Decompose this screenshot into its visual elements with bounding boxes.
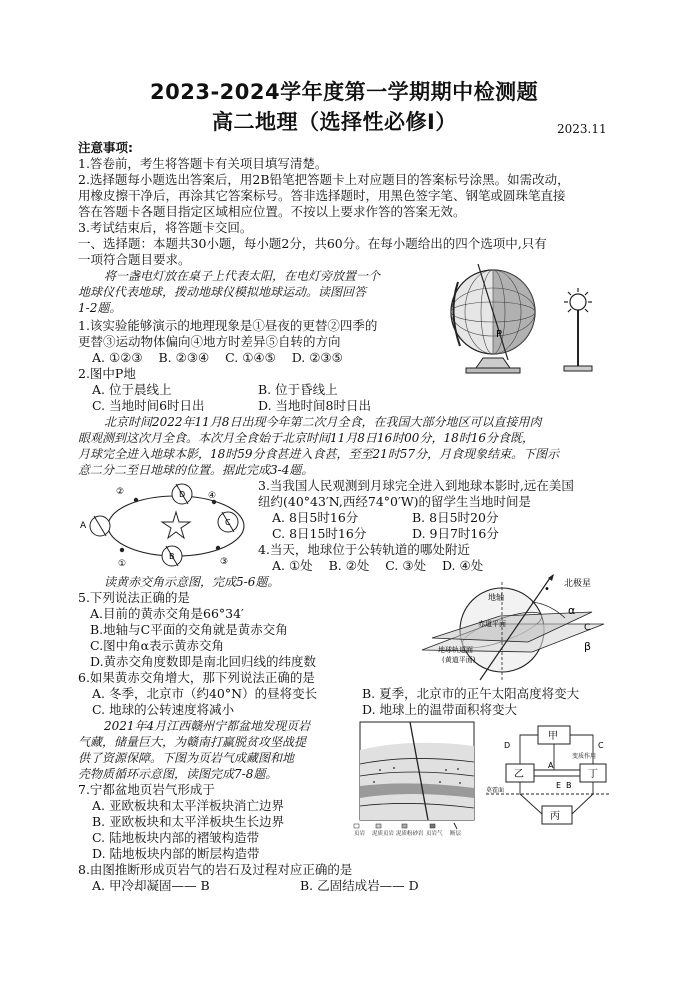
q2-option-c: C. 当地时间6时日出 — [92, 398, 205, 413]
q5-option-c: C.图中角α表示黄赤交角 — [90, 638, 225, 653]
rock-arrow-b: B — [566, 781, 572, 790]
q3-option-c: C. 8日15时16分 — [272, 526, 367, 541]
label-alpha: α — [568, 604, 576, 617]
intro78-line4: 壳物质循环示意图，读图完成7-8题。 — [78, 767, 278, 781]
q1-stem-line1: 1.该实验能够演示的地理现象是①昼夜的更替②四季的 — [78, 318, 378, 333]
rock-arrow-d: D — [504, 741, 511, 750]
notes-heading: 注意事项: — [78, 140, 133, 155]
rock-box-bing: 丙 — [550, 811, 560, 822]
intro78-line2: 气藏，储量巨大，为赣南打赢脱贫攻坚战提 — [78, 735, 307, 749]
q7-option-a: A. 亚欧板块和太平洋板块消亡边界 — [92, 798, 284, 813]
q3-option-b: B. 8日5时20分 — [412, 510, 499, 525]
q2-stem: 2.图中P地 — [78, 366, 136, 381]
q7-option-c: C. 陆地板块内部的褶皱构造带 — [92, 830, 260, 845]
orbit-label-1: ① — [118, 559, 127, 569]
rock-arrow-c: C — [598, 741, 604, 750]
page-subtitle: 高二地理（选择性必修Ⅰ） — [212, 110, 457, 134]
globe-lamp-figure — [438, 262, 608, 380]
rock-label-moho: 莫霍面 — [486, 787, 505, 794]
q3-option-a: A. 8日5时16分 — [272, 510, 359, 525]
intro34-line4: 意二分二至日地球的位置。据此完成3-4题。 — [78, 463, 314, 477]
q5-option-d: D.黄赤交角度数即是南北回归线的纬度数 — [90, 654, 317, 669]
legend-mud-shale: 泥质页岩 — [372, 831, 395, 837]
orbit-label-a: A — [80, 521, 87, 531]
label-equator-plane: 赤道平面 — [478, 620, 506, 628]
legend-fault: 断层 — [450, 831, 462, 837]
obliquity-figure — [420, 572, 606, 682]
q3-stem-line2: 纽约(40°43′N,西经74°0′W)的留学生当地时间是 — [258, 494, 532, 509]
rock-arrow-a: A — [548, 761, 554, 770]
orbit-label-c: C — [225, 518, 231, 527]
label-beta: β — [584, 640, 592, 653]
q6-stem: 6.如果黄赤交角增大，那下列说法正确的是 — [78, 670, 315, 685]
q4-stem: 4.当天，地球位于公转轨道的哪处附近 — [258, 542, 470, 557]
q6-option-d: D. 地球上的温带面积将变大 — [362, 702, 518, 717]
sun-icon — [162, 512, 190, 538]
q4-options: A. ①处 B. ②处 C. ③处 D. ④处 — [272, 558, 484, 573]
q1-stem-line2: 更替③运动物体偏向④地方时差异⑤自转的方向 — [78, 334, 341, 349]
section-instructions-2: 一项符合题目要求。 — [78, 252, 191, 267]
q3-stem-line1: 3.当我国人民观测到月球完全进入到地球本影时,远在美国 — [258, 478, 574, 493]
label-c: C — [584, 623, 591, 633]
note-2a: 2.选择题每小题选出答案后，用2B铅笔把答题卡上对应题目的答案标号涂黑。如需改动， — [78, 172, 570, 187]
rock-arrow-e: E — [556, 781, 562, 790]
section-instructions-1: 一、选择题：本题共30小题，每小题2分，共60分。在每小题给出的四个选项中,只有 — [78, 236, 547, 251]
note-2b: 用橡皮擦干净后，再涂其它答案标号。答非选择题时，用黑色签字笔、钢笔或圆珠笔直接 — [78, 188, 566, 203]
orbit-label-4: ④ — [208, 491, 217, 501]
shale-gas-figure — [350, 720, 480, 838]
q8-option-a: A. 甲冷却凝固—— B — [92, 878, 210, 893]
q3-option-d: D. 9日7时16分 — [412, 526, 499, 541]
label-north-star: 北极星 — [564, 579, 592, 589]
q6-option-c: C. 地球的公转速度将减小 — [92, 702, 235, 717]
intro78-line1: 2021年4月江西赣州宁都盆地发现页岩 — [104, 719, 311, 733]
intro34-line2: 眼观测到这次月全食。本次月全食始于北京时间11月8日16时00分，18时16分食既， — [78, 431, 534, 445]
label-orbit-plane-sub: (黄道平面) — [442, 656, 476, 664]
intro34-line1: 北京时间2022年11月8日出现今年第二次月全食，在我国大部分地区可以直接用肉 — [104, 415, 542, 429]
label-orbit-plane: 地球轨道面 — [438, 646, 473, 654]
q2-option-a: A. 位于晨线上 — [92, 382, 172, 397]
q8-option-b: B. 乙固结成岩—— D — [300, 878, 419, 893]
orbit-label-d: D — [179, 490, 186, 499]
q5-stem: 5.下列说法正确的是 — [78, 590, 190, 605]
q7-option-b: B. 亚欧板块和太平洋板块生长边界 — [92, 814, 285, 829]
rock-box-ding: 丁 — [588, 769, 598, 780]
intro12-line1: 将一盏电灯放在桌子上代表太阳，在电灯旁放置一个 — [104, 269, 381, 283]
note-2c: 答在答题卡各题目指定区域相应位置。不按以上要求作答的答案无效。 — [78, 204, 466, 219]
intro12-line3: 1-2题。 — [78, 301, 122, 315]
q2-option-d: D. 当地时间8时日出 — [258, 398, 371, 413]
orbit-label-b: B — [169, 552, 175, 561]
note-3: 3.考试结束后，将答题卡交回。 — [78, 220, 253, 235]
intro12-line2: 地球仪代表地球，拨动地球仪模拟地球运动。读图回答 — [78, 285, 367, 299]
legend-shale-gas: 页岩气 — [426, 831, 443, 837]
rock-box-yi: 乙 — [514, 769, 524, 780]
note-1: 1.答卷前，考生将答题卡有关项目填写清楚。 — [78, 156, 328, 171]
orbit-figure — [78, 480, 256, 574]
legend-shale: 页岩 — [354, 831, 366, 837]
q7-stem: 7.宁都盆地页岩气形成于 — [78, 782, 215, 797]
page-title: 2023-2024学年度第一学期期中检测题 — [150, 80, 539, 104]
globe-label-p: P — [496, 329, 503, 340]
legend-siltstone: 泥质粉砂岩 — [396, 831, 424, 837]
q2-option-b: B. 位于昏线上 — [258, 382, 338, 397]
intro56: 读黄赤交角示意图，完成5-6题。 — [104, 575, 280, 589]
q1-options: A. ①②③ B. ②③④ C. ①④⑤ D. ②③⑤ — [92, 350, 343, 365]
sun-lamp-icon — [564, 288, 592, 371]
q7-option-d: D. 陆地板块内部的断层构造带 — [92, 846, 260, 861]
label-bei-star-dot: • — [544, 584, 550, 595]
intro78-line3: 供了资源保障。下图为页岩气成藏图和地 — [78, 751, 295, 765]
q6-option-b: B. 夏季，北京市的正午太阳高度将变大 — [362, 686, 580, 701]
q8-stem: 8.由图推断形成页岩气的岩石及过程对应正确的是 — [78, 862, 353, 877]
rock-box-jia: 甲 — [548, 731, 558, 742]
q6-option-a: A. 冬季，北京市（约40°N）的昼将变长 — [92, 686, 318, 701]
q5-option-b: B.地轴与C平面的交角就是黄赤交角 — [90, 622, 288, 637]
rock-label-metamorphism: 变质作用 — [572, 753, 597, 760]
label-axis: 地轴 — [488, 593, 504, 602]
intro34-line3: 月球完全进入地球本影，18时59分食甚进入食甚，至至21时57分，月食现象结束。下图示 — [78, 447, 560, 461]
orbit-label-2: ② — [116, 487, 125, 497]
rock-cycle-figure — [486, 722, 610, 832]
orbit-label-3: ③ — [220, 557, 229, 567]
q5-option-a: A.目前的黄赤交角是66°34′ — [90, 606, 244, 621]
exam-date: 2023.11 — [557, 122, 607, 136]
